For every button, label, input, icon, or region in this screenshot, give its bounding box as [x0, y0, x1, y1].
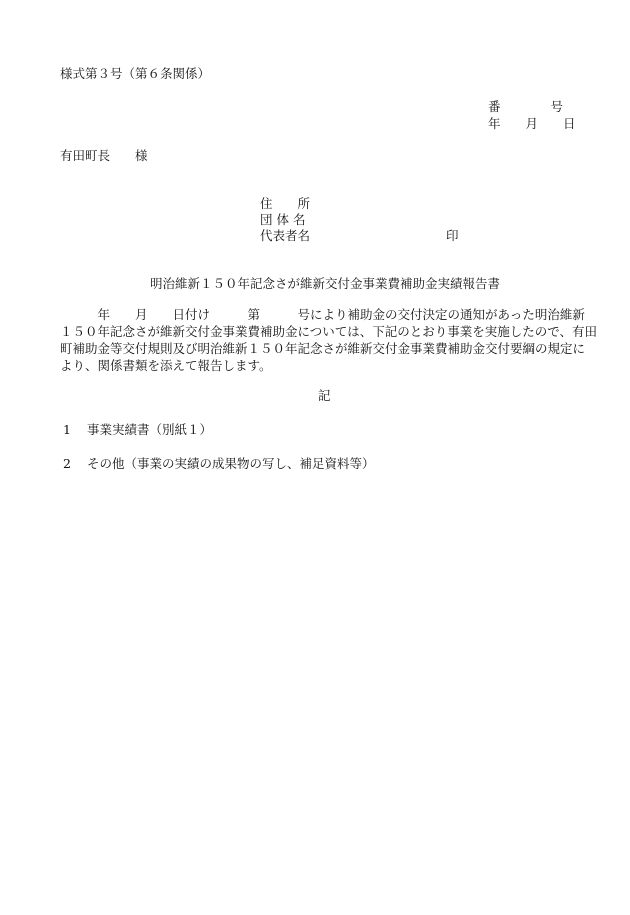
address-label: 住 所 [260, 196, 311, 211]
ki-heading: 記 [318, 388, 331, 403]
document-number-line: 番 号 [488, 99, 564, 114]
representative-label: 代表者名 [260, 228, 311, 243]
item-text: その他（事業の実績の成果物の写し、補足資料等） [87, 456, 375, 471]
date-line: 年 月 日 [488, 116, 576, 131]
recipient: 有田町長 様 [60, 148, 148, 163]
item-text: 事業実績書（別紙１） [87, 422, 213, 437]
document-title: 明治維新１５０年記念さが維新交付金事業費補助金実績報告書 [150, 276, 501, 291]
body-line-4: より、関係書類を添えて報告します。 [60, 358, 272, 373]
seal-mark: 印 [446, 228, 459, 243]
organization-label: 団 体 名 [260, 212, 306, 227]
body-line-1: 年 月 日付け 第 号により補助金の交付決定の通知があった明治維新 [60, 307, 585, 322]
body-line-2: １５０年記念さが維新交付金事業費補助金については、下記のとおり事業を実施したので、有田 [60, 324, 598, 339]
form-number: 様式第３号（第６条関係） [60, 66, 211, 81]
body-line-3: 町補助金等交付規則及び明治維新１５０年記念さが維新交付金事業費補助金交付要綱の規定に [60, 341, 586, 356]
item-number: 2 [63, 456, 71, 471]
item-number: 1 [63, 422, 71, 437]
